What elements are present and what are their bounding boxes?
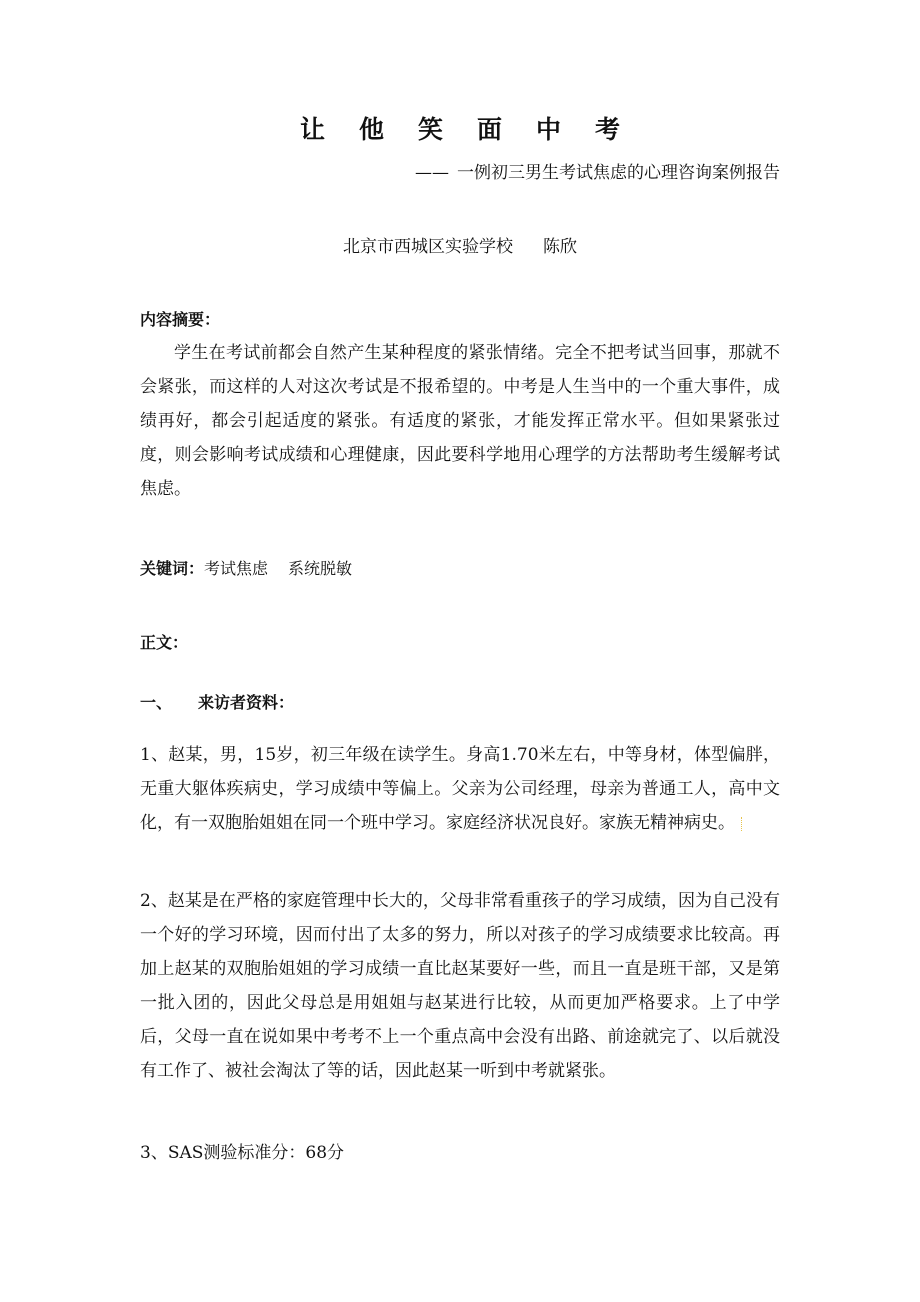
- document-subtitle: [415, 158, 780, 183]
- paragraph-text: 1、赵某，男，15岁，初三年级在读学生。身高1.70米左右，中等身材，体型偏胖，无重大躯体疾病史，学习成绩中等偏上。父亲为公司经理，母亲为普通工人，高中文化，有一双胞胎姐姐在同一个班中学习。家庭经济状况良好。家族无精神病史。: [140, 745, 780, 833]
- keywords-line: [140, 556, 352, 579]
- document-title: 让他笑面中考: [299, 115, 654, 144]
- paragraph-item-3: [140, 1136, 780, 1170]
- paragraph-text: 3、SAS测验标准分：68分: [140, 1143, 345, 1163]
- edit-marker: [741, 817, 746, 831]
- keywords-label: 关键词：: [140, 559, 205, 578]
- body-heading: 正文：: [140, 633, 189, 652]
- paragraph-item-2: [140, 884, 780, 1088]
- section-heading: [140, 690, 294, 713]
- section-title: 来访者资料：: [198, 693, 295, 712]
- section-number: 一、: [140, 693, 173, 712]
- subtitle-dash: ——: [415, 163, 449, 183]
- abstract-heading: 内容摘要：: [140, 310, 221, 329]
- paragraph-text: 2、赵某是在严格的家庭管理中长大的，父母非常看重孩子的学习成绩，因为自己没有一个好的学习环境，因而付出了太多的努力，所以对孩子的学习成绩要求比较高。再加上赵某的双胞胎姐姐的学习成绩一直比赵某要好一些，而且一直是班干部，又是第一批入团的，因此父母总是用姐姐与赵某进行比较，从而更加严格要求。上了中学后，父母一直在说如果中考考不上一个重点高中会没有出路、前途就完了、以后就没有工作了、被社会淘汰了等的话，因此赵某一听到中考就紧张。: [140, 891, 780, 1081]
- keyword-item: 系统脱敏: [288, 559, 353, 578]
- subtitle-text: 一例初三男生考试焦虑的心理咨询案例报告: [457, 163, 780, 183]
- abstract-paragraph: 学生在考试前都会自然产生某种程度的紧张情绪。完全不把考试当回事，那就不会紧张，而这样的人对这次考试是不报希望的。中考是人生当中的一个重大事件，成绩再好，都会引起适度的紧张。有适度的紧张，才能发挥正常水平。但如果紧张过度，则会影响考试成绩和心理健康，因此要科学地用心理学的方法帮助考生缓解考试焦虑。: [140, 343, 780, 499]
- keyword-item: 考试焦虑: [204, 559, 269, 578]
- author-name: 陈欣: [543, 237, 577, 257]
- author-line: [0, 232, 920, 257]
- paragraph-item-1: [140, 738, 780, 840]
- school-name: 北京市西城区实验学校: [343, 237, 513, 257]
